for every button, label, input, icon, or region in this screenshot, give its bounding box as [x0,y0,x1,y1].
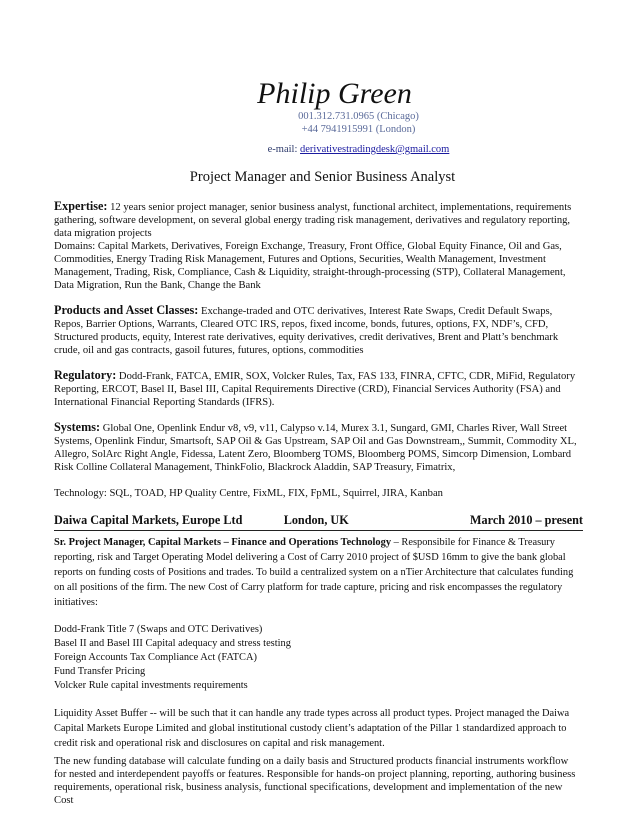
regulatory-text: Dodd-Frank, FATCA, EMIR, SOX, Volcker Rules, Tax, FAS 133, FINRA, CFTC, CDR, MiFid, Regulatory Reporting, ERCOT, Basel II, Basel III, Capital Requirements Directive (CRD), Financial Services Authority (FSA) and International Financial Reporting Standards (IFRS). [54,371,576,408]
regulatory-label: Regulatory: [54,368,117,382]
funding-paragraph: The new funding database will calculate funding on a daily basis and Structured products financial instruments workflow for nested and interdependent payoffs or features. Responsible for hands-on project planning, reporting, authoring business requirements, operational risk, business analysis, functional specifications, development and implementation of the new Cost [54,756,576,806]
initiatives-list [54,623,583,693]
job-header [54,513,583,531]
resume-header [54,78,583,186]
products-paragraph [54,304,583,357]
list-item: Dodd-Frank Title 7 (Swaps and OTC Derivatives) [54,624,263,635]
list-item: Volcker Rule capital investments requirements [54,680,248,691]
job-dates: March 2010 – present [470,513,583,527]
professional-title: Project Manager and Senior Business Analyst [189,169,456,185]
email-line [54,144,583,155]
expertise-paragraph [54,200,583,240]
list-item: Basel II and Basel III Capital adequacy and stress testing [54,638,291,649]
job-description [54,535,583,610]
job-description-text: – Responsibile for Finance & Treasury reporting, risk and Target Operating Model delivering a Cost of Carry 2010 project of $USD 16mm to give the bank global reports on funding costs of Positions and trades. To build a centralized system on a nTier Architecture that calculates funding on all positions of the firm. The new Cost of Carry platform for trade capture, pricing and risk encompasses the regulatory initiatives: [54,537,574,608]
phone-london: +44 7941915991 (London) [301,124,416,135]
expertise-section [54,200,583,292]
expertise-text: 12 years senior project manager, senior business analyst, functional architect, implementations, requirements gathering, software development, on several global energy trading risk management, derivatives and regulatory reporting, data migration projects [54,202,572,239]
products-text: Exchange-traded and OTC derivatives, Interest Rate Swaps, Credit Default Swaps, Repos, Barrier Options, Warrants, Cleared OTC IRS, repos, fixed income, bonds, futures, options, FX, NDF’s, CFD, Structured products, equity, Interest rate derivatives, equity derivatives, credit derivatives, Brent and Platt’s benchmark crude, oil and gas contracts, gasoil futures, futures, options, commodities [54,306,559,356]
technology-paragraph: Technology: SQL, TOAD, HP Quality Centre, FixML, FIX, FpML, Squirrel, JIRA, Kanban [54,488,443,499]
regulatory-section [54,369,583,409]
job-location: London, UK [283,513,349,527]
email-label: e-mail: [267,144,298,155]
candidate-name: Philip Green [257,77,412,110]
expertise-label: Expertise: [54,199,108,213]
liquidity-paragraph: Liquidity Asset Buffer -- will be such that it can handle any trade types across all product types. Project managed the Daiwa Capital Markets Europe Limited and global institutional custody client’s adaptation of the Pillar 1 standardized approach to credit risk and operational risk and disclosures on capital and risk management. [54,708,570,749]
email-link[interactable]: derivativestradingdesk@gmail.com [300,144,450,155]
products-section [54,304,583,357]
regulatory-paragraph [54,369,583,409]
list-item: Foreign Accounts Tax Compliance Act (FATCA) [54,652,257,663]
systems-paragraph [54,421,583,474]
systems-label: Systems: [54,420,101,434]
products-label: Products and Asset Classes: [54,303,199,317]
systems-text: Global One, Openlink Endur v8, v9, v11, Calypso v.14, Murex 3.1, Sungard, GMI, Charles River, Wall Street Systems, Openlink Findur, Smartsoft, SAP Oil & Gas Upstream, SAP Oil and Gas Downstream,, Summit, Commodity XL, Allegro, SolArc Right Angle, Fidessa, Latent Zero, Bloomberg TOMS, Bloomberg POMS, Simcorp Dimension, Lombard Risk Colline Collateral Management, ThinkFolio, Blackrock Aladdin, SAP Treasury, Fimatrix, [54,423,577,473]
list-item: Fund Transfer Pricing [54,666,146,677]
systems-section [54,421,583,500]
domains-paragraph: Domains: Capital Markets, Derivatives, Foreign Exchange, Treasury, Front Office, Global Equity Finance, Oil and Gas, Commodities, Energy Trading Risk Management, Futures and Options, Securities, Wealth Management, Investment Management, Trading, Risk, Compliance, Cash & Liquidity, straight-through-processing (STP), Collateral Management, Data Migration, Run the Bank, Change the Bank [54,241,566,291]
phone-chicago: 001.312.731.0965 (Chicago) [298,111,419,122]
employer-name: Daiwa Capital Markets, Europe Ltd [54,513,243,527]
job-role: Sr. Project Manager, Capital Markets – Finance and Operations Technology [54,537,392,548]
